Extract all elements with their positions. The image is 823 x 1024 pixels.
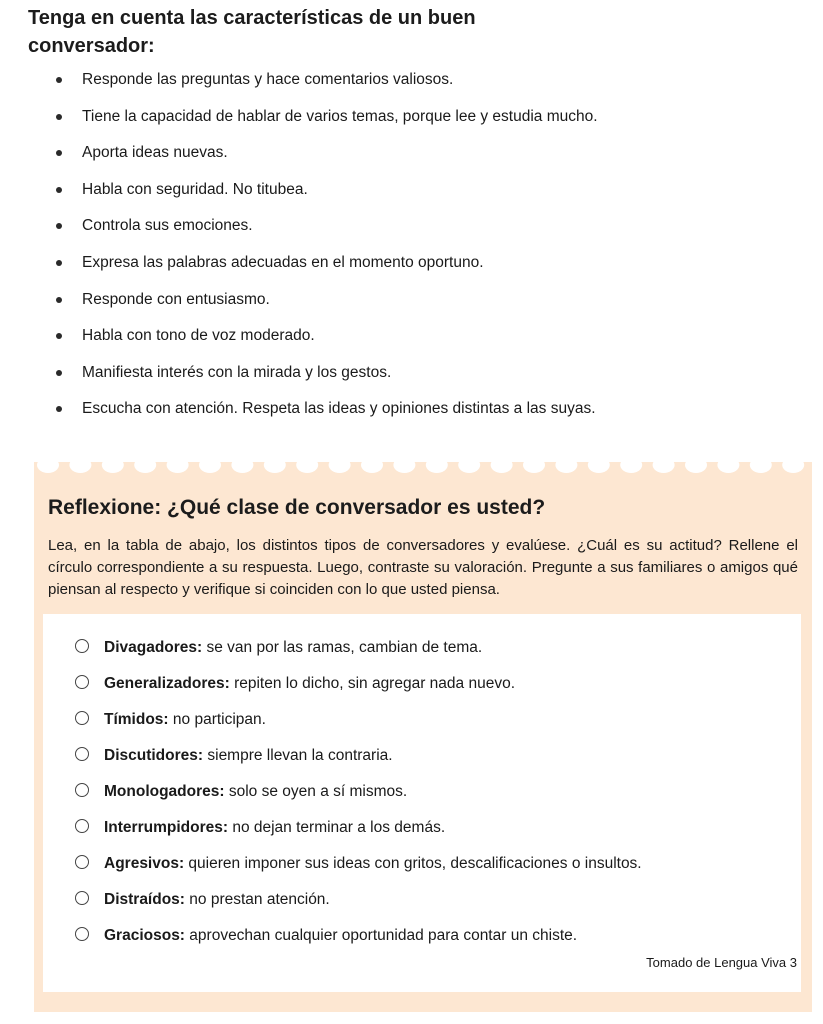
option-term: Distraídos:: [104, 891, 185, 908]
reflection-title: Reflexione: ¿Qué clase de conversador es usted?: [48, 496, 546, 519]
option-description: solo se oyen a sí mismos.: [224, 783, 408, 800]
reflection-instructions: Lea, en la tabla de abajo, los distintos tipos de conversadores y evalúese. ¿Cuál es su actitud? Rellene el círculo correspondiente a su respuesta. Luego, contraste su valoración. Pregunte a sus familiares o amigos qué piensan al respecto y verifique si coinciden con lo que usted piensa.: [48, 537, 798, 598]
option-term: Interrumpidores:: [104, 819, 229, 836]
trait-item: [56, 101, 598, 138]
trait-text: Escucha con atención. Respeta las ideas y opiniones distintas a las suyas.: [82, 400, 596, 418]
option-timidos[interactable]: [75, 704, 642, 740]
option-description: aprovechan cualquier oportunidad para contar un chiste.: [184, 927, 578, 944]
radio-circle-icon[interactable]: [75, 855, 89, 869]
trait-text: Tiene la capacidad de hablar de varios temas, porque lee y estudia mucho.: [82, 107, 598, 125]
option-term: Graciosos:: [104, 927, 185, 944]
trait-item: [56, 64, 598, 101]
option-description: no prestan atención.: [184, 891, 330, 908]
bullet-icon: [56, 187, 62, 193]
radio-circle-icon[interactable]: [75, 711, 89, 725]
bullet-icon: [56, 333, 62, 339]
option-description: repiten lo dicho, sin agregar nada nuevo.: [229, 675, 516, 692]
radio-circle-icon[interactable]: [75, 891, 89, 905]
bullet-icon: [56, 406, 62, 412]
radio-circle-icon[interactable]: [75, 675, 89, 689]
bullet-icon: [56, 223, 62, 229]
bullet-icon: [56, 114, 62, 120]
trait-item: [56, 210, 598, 247]
traits-list: [56, 64, 598, 430]
trait-text: Manifiesta interés con la mirada y los gestos.: [82, 363, 392, 381]
bullet-icon: [56, 260, 62, 266]
option-term: Tímidos:: [104, 711, 169, 728]
option-term: Discutidores:: [104, 747, 204, 764]
option-interrumpidores[interactable]: [75, 812, 642, 848]
radio-circle-icon[interactable]: [75, 639, 89, 653]
option-discutidores[interactable]: [75, 740, 642, 776]
option-term: Agresivos:: [104, 855, 185, 872]
trait-item: [56, 284, 598, 321]
radio-circle-icon[interactable]: [75, 783, 89, 797]
trait-text: Expresa las palabras adecuadas en el momento oportuno.: [82, 253, 484, 271]
option-description: se van por las ramas, cambian de tema.: [202, 639, 483, 656]
radio-circle-icon[interactable]: [75, 819, 89, 833]
trait-item: [56, 247, 598, 284]
option-distraidos[interactable]: [75, 884, 642, 920]
conversador-options: [75, 632, 642, 956]
trait-text: Habla con tono de voz moderado.: [82, 327, 315, 345]
option-agresivos[interactable]: [75, 848, 642, 884]
source-credit: Tomado de Lengua Viva 3: [646, 955, 797, 970]
option-term: Monologadores:: [104, 783, 225, 800]
option-description: siempre llevan la contraria.: [203, 747, 393, 764]
trait-text: Responde las preguntas y hace comentarios valiosos.: [82, 71, 454, 88]
bullet-icon: [56, 77, 62, 83]
option-graciosos[interactable]: [75, 920, 642, 956]
intro-heading: Tenga en cuenta las características de un buen conversador:: [28, 7, 476, 57]
option-term: Divagadores:: [104, 639, 203, 656]
trait-text: Controla sus emociones.: [82, 217, 253, 235]
option-description: quieren imponer sus ideas con gritos, descalificaciones o insultos.: [184, 855, 642, 872]
radio-circle-icon[interactable]: [75, 747, 89, 761]
trait-text: Habla con seguridad. No titubea.: [82, 180, 308, 198]
option-divagadores[interactable]: [75, 632, 642, 668]
option-term: Generalizadores:: [104, 675, 230, 692]
trait-item: [56, 393, 598, 430]
scalloped-edge: [34, 462, 812, 480]
trait-text: Aporta ideas nuevas.: [82, 144, 228, 162]
trait-item: [56, 137, 598, 174]
option-generalizadores[interactable]: [75, 668, 642, 704]
trait-item: [56, 174, 598, 211]
option-description: no participan.: [168, 711, 266, 728]
option-description: no dejan terminar a los demás.: [228, 819, 446, 836]
trait-item: [56, 320, 598, 357]
bullet-icon: [56, 297, 62, 303]
trait-text: Responde con entusiasmo.: [82, 290, 270, 308]
trait-item: [56, 357, 598, 394]
option-monologadores[interactable]: [75, 776, 642, 812]
bullet-icon: [56, 150, 62, 156]
bullet-icon: [56, 370, 62, 376]
radio-circle-icon[interactable]: [75, 927, 89, 941]
